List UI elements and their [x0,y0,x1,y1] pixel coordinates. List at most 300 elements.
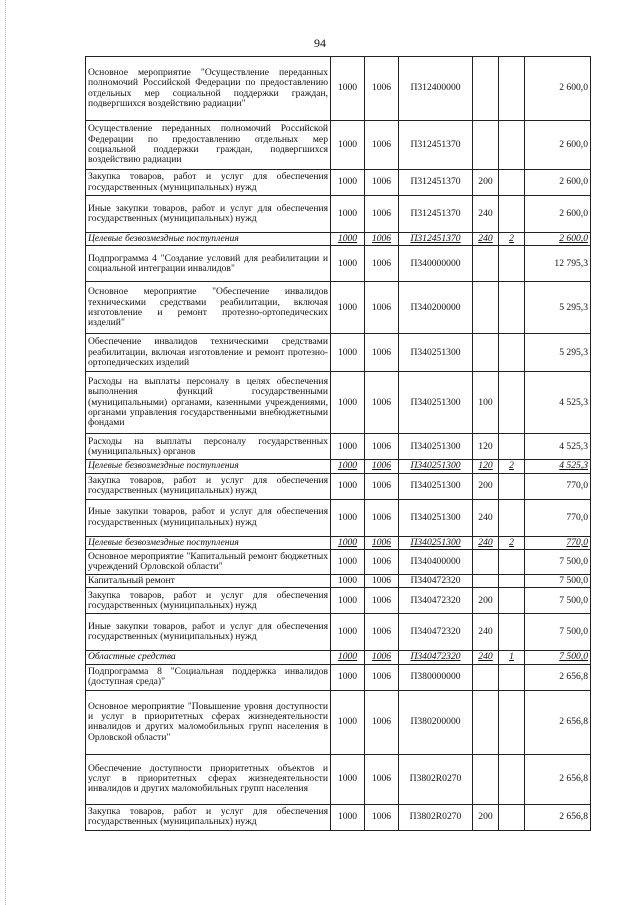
funding-source-cell [499,246,525,282]
target-article-text: П340472320 [410,651,461,663]
expense-type-cell [473,233,499,246]
section-code-cell [331,499,365,536]
row-name-cell [86,536,331,549]
row-name-text: Закупка товаров, работ и услуг для обеспечения государственных (муниципальных) нужд [88,171,328,193]
table-row [86,434,591,460]
row-name-cell [86,334,331,372]
row-name-text: Осуществление переданных полномочий Российской Федерации по предоставлению отдельных мер социальной поддержки граждан, подвергшихся воздействию радиации [88,123,328,166]
row-name-cell [86,233,331,246]
section-code-cell [331,651,365,664]
table-row [86,282,591,334]
expense-type-cell [473,754,499,804]
subsection-code-text: 1006 [371,480,392,492]
table-row [86,121,591,170]
amount-cell [525,690,591,754]
section-code-cell [331,233,365,246]
row-name-text: Целевые безвозмездные поступления [88,460,239,472]
subsection-code-cell [365,664,399,690]
subsection-code-cell [365,121,399,170]
subsection-code-cell [365,372,399,434]
amount-text: 2 600,0 [559,176,588,188]
section-code-cell [331,282,365,334]
target-article-cell [399,473,473,499]
expense-type-cell [473,550,499,575]
funding-source-cell [499,121,525,170]
expense-type-cell [473,434,499,460]
row-name-cell [86,588,331,614]
expense-type-text: 240 [478,233,493,244]
expense-type-text: 100 [478,396,493,408]
subsection-code-cell [365,57,399,121]
table-row [86,804,591,830]
row-name-text: Расходы на выплаты персоналу государственных (муниципальных) органов [88,435,328,457]
expense-type-text: 200 [478,176,493,188]
section-code-cell [331,460,365,473]
expense-type-cell [473,57,499,121]
target-article-text: П340400000 [410,555,461,567]
row-name-cell [86,170,331,196]
section-code-text: 1000 [337,536,358,548]
amount-cell [525,196,591,233]
amount-text: 2 656,8 [559,716,588,728]
row-name-text: Закупка товаров, работ и услуг для обеспечения государственных (муниципальных) нужд [88,474,328,497]
section-code-cell [331,690,365,754]
row-name-text: Расходы на выплаты персоналу в целях обеспечения выполнения функций государственными (муниципальными) органами, казенными учреждениями, органами управления государственными внебюджетными фондами [88,375,328,429]
section-code-cell [331,664,365,690]
target-article-text: П3802R0270 [409,773,462,785]
funding-source-text: 2 [509,536,514,548]
amount-cell [525,550,591,575]
amount-text: 4 525,3 [559,396,588,408]
expense-type-cell [473,372,499,434]
amount-text: 2 656,8 [559,811,588,823]
amount-cell [525,651,591,664]
table-row [86,664,591,690]
funding-source-cell [499,664,525,690]
expense-type-cell [473,282,499,334]
table-row [86,170,591,196]
amount-text: 12 795,3 [554,257,588,269]
section-code-text: 1000 [337,575,358,587]
target-article-text: П340000000 [410,257,461,269]
section-code-text: 1000 [337,651,358,663]
table-row [86,372,591,434]
subsection-code-cell [365,473,399,499]
section-code-text: 1000 [337,671,358,683]
subsection-code-cell [365,651,399,664]
subsection-code-text: 1006 [371,82,392,94]
target-article-text: П312451370 [410,207,461,219]
amount-cell [525,575,591,588]
expense-type-cell [473,196,499,233]
target-article-text: П340472320 [410,594,461,606]
amount-text: 7 500,0 [559,594,588,606]
section-code-text: 1000 [337,301,358,313]
row-name-cell [86,434,331,460]
amount-cell [525,170,591,196]
amount-cell [525,460,591,473]
subsection-code-text: 1006 [371,257,392,269]
row-name-text: Основное мероприятие "Обеспечение инвалидов техническими средствами реабилитации, включая изготовление и ремонт протезно-ортопедических изделий" [88,286,328,329]
section-code-cell [331,121,365,170]
funding-source-cell [499,170,525,196]
target-article-text: П340251300 [410,536,461,548]
expense-type-cell [473,460,499,473]
amount-cell [525,473,591,499]
table-row [86,473,591,499]
target-article-text: П340472320 [410,575,461,587]
row-name-cell [86,651,331,664]
funding-source-cell [499,690,525,754]
amount-cell [525,121,591,170]
funding-source-text: 2 [509,460,514,472]
subsection-code-text: 1006 [371,440,392,452]
row-name-cell [86,460,331,473]
section-code-cell [331,334,365,372]
table-row [86,334,591,372]
row-name-text: Закупка товаров, работ и услуг для обеспечения государственных (муниципальных) нужд [88,589,328,611]
amount-cell [525,614,591,651]
subsection-code-cell [365,434,399,460]
section-code-text: 1000 [337,716,358,728]
target-article-cell [399,690,473,754]
section-code-text: 1000 [337,460,358,472]
table-row [86,233,591,246]
expense-type-text: 240 [478,536,493,548]
target-article-text: П340251300 [410,511,461,523]
subsection-code-cell [365,233,399,246]
target-article-text: П340472320 [410,626,461,638]
table-row [86,57,591,121]
target-article-cell [399,334,473,372]
target-article-text: П380000000 [410,671,461,683]
section-code-cell [331,536,365,549]
target-article-cell [399,550,473,575]
row-name-cell [86,57,331,121]
target-article-text: П340251300 [410,480,461,492]
subsection-code-cell [365,170,399,196]
section-code-text: 1000 [337,773,358,785]
row-name-text: Иные закупки товаров, работ и услуг для обеспечения государственных (муниципальных) нужд [88,506,328,528]
section-code-text: 1000 [337,346,358,358]
target-article-cell [399,372,473,434]
row-name-text: Подпрограмма 4 "Создание условий для реабилитации и социальной интеграции инвалидов" [88,252,328,274]
row-name-text: Обеспечение инвалидов техническими средствами реабилитации, включая изготовление и ремонт протезно-ортопедических изделий [88,336,328,369]
funding-source-cell [499,754,525,804]
page-number: 94 [314,36,326,50]
amount-text: 5 295,3 [559,301,588,313]
target-article-text: П340200000 [410,301,461,313]
section-code-text: 1000 [337,233,358,244]
target-article-cell [399,651,473,664]
row-name-text: Целевые безвозмездные поступления [88,233,239,244]
expense-type-cell [473,334,499,372]
row-name-text: Основное мероприятие "Осуществление переданных полномочий Российской Федерации по предоставлению отдельных мер социальной поддержки граждан, подвергшихся воздействию радиации" [88,66,328,109]
section-code-cell [331,434,365,460]
subsection-code-cell [365,754,399,804]
funding-source-cell [499,282,525,334]
funding-source-cell [499,460,525,473]
expense-type-text: 240 [478,511,493,523]
funding-source-cell [499,473,525,499]
row-name-cell [86,121,331,170]
subsection-code-text: 1006 [371,138,392,150]
amount-text: 7 500,0 [559,651,588,663]
row-name-cell [86,754,331,804]
amount-text: 770,0 [566,511,588,523]
section-code-cell [331,170,365,196]
target-article-cell [399,460,473,473]
section-code-text: 1000 [337,440,358,452]
section-code-text: 1000 [337,480,358,492]
table-row [86,651,591,664]
subsection-code-cell [365,575,399,588]
funding-source-cell [499,614,525,651]
target-article-cell [399,434,473,460]
expense-type-cell [473,664,499,690]
row-name-text: Иные закупки товаров, работ и услуг для обеспечения государственных (муниципальных) нужд [88,621,328,643]
target-article-cell [399,170,473,196]
target-article-text: П312400000 [410,82,461,94]
section-code-text: 1000 [337,594,358,606]
expense-type-text: 240 [478,626,493,638]
subsection-code-text: 1006 [371,626,392,638]
row-name-text: Основное мероприятие "Капитальный ремонт бюджетных учреждений Орловской области" [88,550,328,573]
expense-type-cell [473,804,499,830]
expense-type-text: 240 [478,207,493,219]
funding-source-cell [499,233,525,246]
subsection-code-cell [365,460,399,473]
target-article-cell [399,282,473,334]
subsection-code-text: 1006 [371,811,392,823]
subsection-code-text: 1006 [371,651,392,663]
target-article-text: П340251300 [410,346,461,358]
amount-text: 2 600,0 [559,207,588,219]
section-code-text: 1000 [337,207,358,219]
expense-type-text: 200 [478,811,493,823]
section-code-text: 1000 [337,396,358,408]
funding-source-text: 2 [509,233,514,244]
amount-cell [525,334,591,372]
section-code-text: 1000 [337,555,358,567]
amount-text: 4 525,3 [559,440,588,452]
section-code-text: 1000 [337,138,358,150]
amount-text: 5 295,3 [559,346,588,358]
target-article-text: П312451370 [410,176,461,188]
section-code-cell [331,588,365,614]
table-row [86,754,591,804]
amount-cell [525,233,591,246]
expense-type-cell [473,246,499,282]
expense-type-cell [473,588,499,614]
row-name-cell [86,246,331,282]
section-code-cell [331,804,365,830]
budget-table [85,56,591,831]
table-row [86,196,591,233]
expense-type-cell [473,473,499,499]
target-article-cell [399,233,473,246]
row-name-text: Закупка товаров, работ и услуг для обеспечения государственных (муниципальных) нужд [88,805,328,828]
row-name-text: Областные средства [88,651,176,663]
subsection-code-cell [365,334,399,372]
expense-type-cell [473,651,499,664]
row-name-text: Капитальный ремонт [88,575,175,587]
funding-source-cell [499,575,525,588]
amount-text: 2 656,8 [559,773,588,785]
funding-source-cell [499,372,525,434]
funding-source-cell [499,434,525,460]
subsection-code-text: 1006 [371,773,392,785]
expense-type-cell [473,575,499,588]
section-code-cell [331,372,365,434]
subsection-code-text: 1006 [371,536,392,548]
table-body [86,57,591,831]
amount-cell [525,804,591,830]
row-name-cell [86,372,331,434]
row-name-cell [86,196,331,233]
row-name-text: Основное мероприятие "Повышение уровня доступности и услуг в приоритетных сферах жизнедеятельности инвалидов и других маломобильных групп населения в Орловской области" [88,700,328,743]
expense-type-text: 200 [478,594,493,606]
target-article-text: П340251300 [410,460,461,472]
funding-source-cell [499,550,525,575]
section-code-text: 1000 [337,511,358,523]
subsection-code-text: 1006 [371,396,392,408]
target-article-text: П340251300 [410,396,461,408]
expense-type-cell [473,536,499,549]
section-code-cell [331,550,365,575]
target-article-cell [399,196,473,233]
funding-source-text: 1 [509,651,514,663]
expense-type-text: 120 [478,440,493,452]
subsection-code-text: 1006 [371,233,392,244]
row-name-text: Целевые безвозмездные поступления [88,536,239,548]
target-article-cell [399,664,473,690]
expense-type-text: 240 [478,651,493,663]
subsection-code-text: 1006 [371,511,392,523]
amount-text: 2 600,0 [559,233,588,244]
row-name-cell [86,614,331,651]
row-name-text: Подпрограмма 8 "Социальная поддержка инвалидов (доступная среда)" [88,665,328,688]
table-row [86,614,591,651]
row-name-cell [86,575,331,588]
amount-text: 4 525,3 [559,460,588,472]
amount-text: 2 600,0 [559,138,588,150]
target-article-cell [399,804,473,830]
amount-text: 770,0 [566,480,588,492]
expense-type-cell [473,614,499,651]
subsection-code-text: 1006 [371,555,392,567]
target-article-text: П340251300 [410,440,461,452]
expense-type-text: 120 [478,460,493,472]
section-code-cell [331,473,365,499]
funding-source-cell [499,651,525,664]
row-name-text: Обеспечение доступности приоритетных объектов и услуг в приоритетных сферах жизнедеятельности инвалидов и других маломобильных групп населения [88,762,328,795]
section-code-cell [331,196,365,233]
subsection-code-cell [365,690,399,754]
amount-text: 7 500,0 [559,626,588,638]
target-article-text: П3802R0270 [409,811,462,823]
expense-type-cell [473,690,499,754]
row-name-cell [86,664,331,690]
subsection-code-text: 1006 [371,594,392,606]
row-name-cell [86,690,331,754]
subsection-code-text: 1006 [371,671,392,683]
section-code-text: 1000 [337,257,358,269]
amount-cell [525,372,591,434]
table-row [86,588,591,614]
target-article-text: П380200000 [410,716,461,728]
amount-text: 770,0 [566,536,588,548]
subsection-code-text: 1006 [371,460,392,472]
section-code-text: 1000 [337,811,358,823]
table-row [86,550,591,575]
amount-cell [525,664,591,690]
expense-type-cell [473,121,499,170]
row-name-cell [86,804,331,830]
section-code-cell [331,575,365,588]
table-row [86,690,591,754]
funding-source-cell [499,536,525,549]
target-article-cell [399,575,473,588]
amount-text: 7 500,0 [559,555,588,567]
section-code-cell [331,614,365,651]
funding-source-cell [499,57,525,121]
subsection-code-cell [365,550,399,575]
subsection-code-cell [365,246,399,282]
amount-cell [525,588,591,614]
target-article-cell [399,754,473,804]
target-article-cell [399,614,473,651]
subsection-code-cell [365,196,399,233]
funding-source-cell [499,588,525,614]
section-code-cell [331,246,365,282]
subsection-code-cell [365,282,399,334]
section-code-cell [331,754,365,804]
row-name-cell [86,499,331,536]
amount-cell [525,282,591,334]
subsection-code-text: 1006 [371,346,392,358]
expense-type-cell [473,170,499,196]
section-code-cell [331,57,365,121]
amount-cell [525,57,591,121]
row-name-cell [86,282,331,334]
table-row [86,499,591,536]
row-name-cell [86,550,331,575]
subsection-code-cell [365,588,399,614]
target-article-cell [399,499,473,536]
table-row [86,575,591,588]
funding-source-cell [499,499,525,536]
subsection-code-text: 1006 [371,207,392,219]
amount-cell [525,434,591,460]
amount-text: 7 500,0 [559,575,588,587]
subsection-code-cell [365,499,399,536]
amount-cell [525,499,591,536]
target-article-cell [399,57,473,121]
expense-type-text: 200 [478,480,493,492]
target-article-cell [399,121,473,170]
page-edge-mark [0,0,6,905]
subsection-code-cell [365,614,399,651]
subsection-code-cell [365,804,399,830]
funding-source-cell [499,334,525,372]
target-article-text: П312451370 [410,138,461,150]
amount-cell [525,754,591,804]
row-name-text: Иные закупки товаров, работ и услуг для обеспечения государственных (муниципальных) нужд [88,202,328,224]
table-row [86,536,591,549]
subsection-code-text: 1006 [371,301,392,313]
subsection-code-text: 1006 [371,716,392,728]
